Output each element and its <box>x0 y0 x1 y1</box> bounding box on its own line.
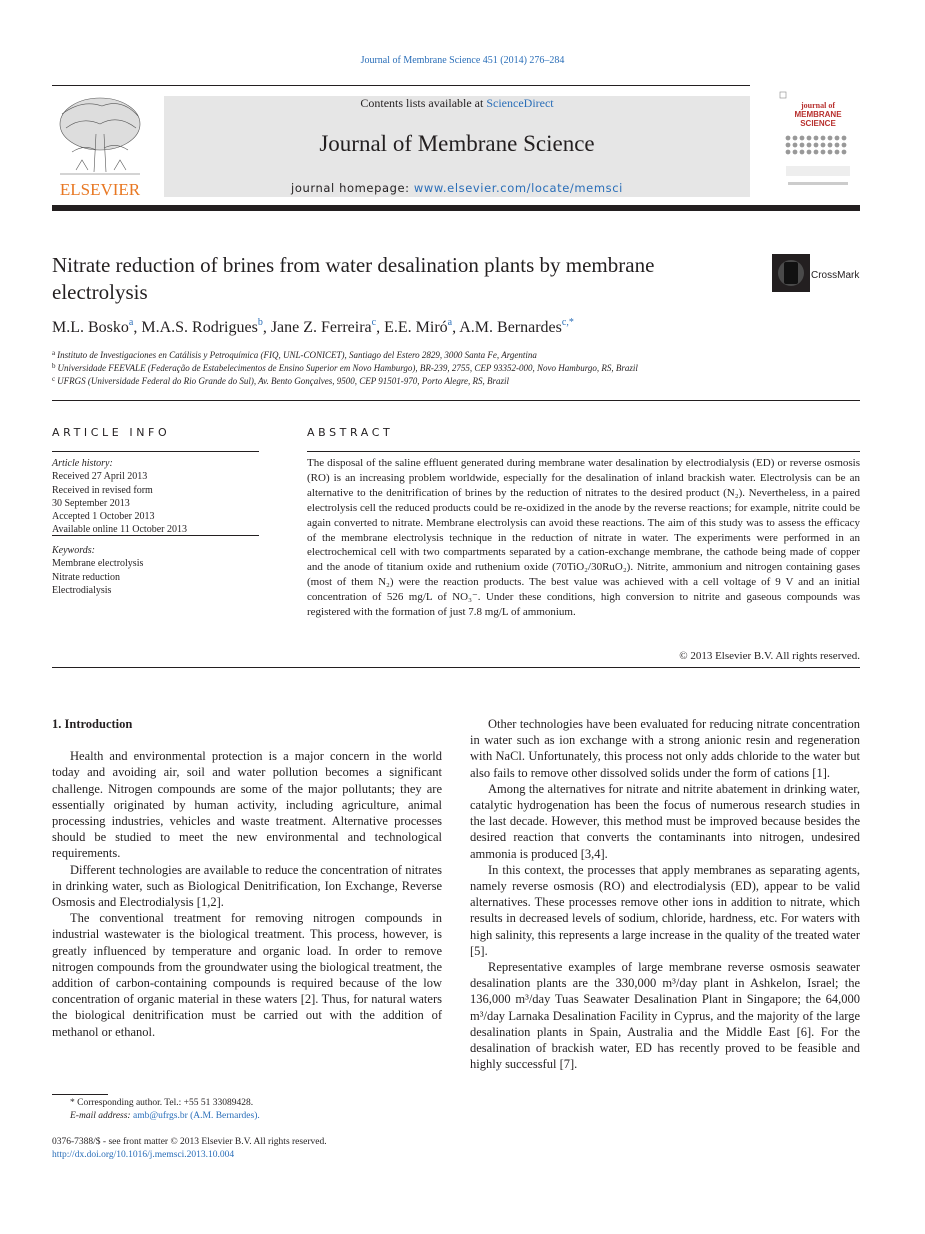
article-title: Nitrate reduction of brines from water desalination plants by membrane electrolysis <box>52 253 655 304</box>
homepage-link[interactable]: www.elsevier.com/locate/memsci <box>413 181 623 195</box>
author-name[interactable]: E.E. Miró <box>384 319 448 336</box>
footnote-rule <box>52 1094 108 1095</box>
affiliation: $^c$ UFRGS (Universidade Federal do Rio Grande do Sul), Av. Bento Gonçalves, 9500, CEP 91501-970, Porto Alegre, RS, Brazil <box>52 375 510 386</box>
keyword-item: Membrane electrolysis <box>52 558 144 570</box>
crossmark-badge[interactable] <box>772 254 862 292</box>
keyword-item: Nitrate reduction <box>52 571 121 583</box>
sciencedirect-link[interactable]: ScienceDirect <box>486 96 554 110</box>
elsevier-logo[interactable] <box>52 94 148 198</box>
abstract-rule <box>307 451 860 452</box>
body-paragraph: Among the alternatives for nitrate and nitrite abatement in drinking water, catalytic hydrogenation has been the focus of numerous research studies in the last decade. However, this method must be improved because besides the desired reaction that converts the contaminants into nitrogen, undesired ammonia is produced [3,4]. <box>470 781 860 861</box>
affiliation: $^b$ Universidade FEEVALE (Federação de Estabelecimentos de Ensino Superior em Novo Hamburgo), BR-239, 2755, CEP 93352-000, Novo Hamburgo, RS, Brazil <box>52 362 638 373</box>
top-rule <box>52 85 750 86</box>
affiliation: $^a$ Instituto de Investigaciones en Catálisis y Petroquímica (FIQ, UNL-CONICET), Santiago del Estero 2829, 3000 Santa Fe, Argentina <box>52 349 537 360</box>
contents-line <box>164 96 750 111</box>
author-name[interactable]: M.A.S. Rodrigues <box>141 319 258 336</box>
publisher-logo-text: ELSEVIER <box>59 180 141 198</box>
author-name[interactable]: M.L. Bosko <box>52 319 129 336</box>
author-affiliation-marker[interactable]: c,* <box>561 317 574 328</box>
issn-line: 0376-7388/$ - see front matter © 2013 Elsevier B.V. All rights reserved. <box>52 1137 327 1147</box>
contents-prefix: Contents lists available at <box>360 96 487 110</box>
author-affiliation-marker[interactable]: a <box>128 317 134 328</box>
author-list: M.L. Bosko$^a$, M.A.S. Rodrigues$^b$, Jane Z. Ferreira$^c$, E.E. Miró$^a$, A.M. Bernardes$^{c,*}$ <box>52 317 574 336</box>
homepage-line <box>164 181 750 195</box>
history-item: Received in revised form <box>52 484 153 496</box>
keywords-label: Keywords: <box>52 545 95 556</box>
email-link[interactable]: amb@ufrgs.br (A.M. Bernardes). <box>132 1111 260 1121</box>
tree-icon <box>52 94 148 198</box>
corresponding-author-note: * Corresponding author. Tel.: +55 51 33089428. <box>70 1098 254 1108</box>
journal-reference[interactable]: Journal of Membrane Science 451 (2014) 276–284 <box>360 55 565 66</box>
body-paragraph: Other technologies have been evaluated for reducing nitrate concentration in water such as ion exchange with a strong anionic resin and regeneration with NaCl. Unfortunately, this process not only adds chloride to the water but also fails to remove other dissolved solids under the form of cations [1]. <box>470 717 860 780</box>
svg-text:journal of: journal of <box>801 101 835 110</box>
author-affiliation-marker[interactable]: b <box>257 317 263 328</box>
history-item: Received 27 April 2013 <box>52 471 148 483</box>
svg-text:MEMBRANE: MEMBRANE <box>794 110 842 119</box>
keywords <box>52 544 143 597</box>
copyright-line: © 2013 Elsevier B.V. All rights reserved. <box>679 650 860 662</box>
history-label: Article history: <box>52 458 113 469</box>
svg-text:SCIENCE: SCIENCE <box>800 119 836 128</box>
abstract-heading: ABSTRACT <box>307 426 394 439</box>
body-left-column <box>52 716 442 1040</box>
email-label: E-mail address: <box>70 1111 133 1121</box>
crossmark-label: CrossMark <box>811 270 860 281</box>
info-rule <box>52 535 259 536</box>
issn-block <box>52 1136 327 1162</box>
abstract-end-rule <box>52 667 860 668</box>
history-item: 30 September 2013 <box>52 497 130 509</box>
body-paragraph: In this context, the processes that apply membranes as separating agents, namely reverse osmosis (RO) and electrodialysis (ED), appear to be valid alternatives. These processes remove other ions in addition to nitrate, which results in decreased levels of sodium, chloride, hardness, etc. For waters with high salinity, this represents a large increase in the quality of the treated water [5]. <box>470 862 860 958</box>
body-paragraph: Health and environmental protection is a major concern in the world today and avoiding air, soil and water pollution becomes a significant challenge. Nitrogen compounds are some of the major pollutants; they are essentially originated by human activity, including agriculture, animal processing industries, vehicles and waste treatment. Alternative processes should be studied to meet the new environmental and technological requirements. <box>52 749 442 861</box>
article-info-heading: ARTICLE INFO <box>52 426 171 439</box>
author-name[interactable]: A.M. Bernardes <box>459 319 562 336</box>
keyword-item: Electrodialysis <box>52 584 112 596</box>
title-divider <box>52 400 860 401</box>
article-history <box>52 457 187 537</box>
section-heading: 1. Introduction <box>52 717 133 731</box>
info-rule <box>52 451 259 452</box>
journal-title: Journal of Membrane Science <box>319 131 595 156</box>
doi-link[interactable]: http://dx.doi.org/10.1016/j.memsci.2013.10.004 <box>52 1150 235 1160</box>
body-paragraph: Representative examples of large membrane reverse osmosis seawater desalination plants are the 330,000 m³/day plant in Ashkelon, Israel; the 136,000 m³/day Tuas Seawater Desalination Plant in Singapore; the 64,000 m³/day Larnaka Desalination Facility in Cyprus, and the majority of the large desalination plants in Spain, Australia and the Middle East [6]. For the desalination of brackish water, ED has recently proved to be feasible and highly successful [7]. <box>470 960 860 1072</box>
abstract-text: The disposal of the saline effluent generated during membrane water desalination by electrodialysis (ED) or reverse osmosis (RO) is an increasing problem worldwide, especially for the desalination of inland brackish water. Electrolysis can be an alternative to the denitrification of brines by the reduction of nitrates to the desired product (N₂). Nevertheless, in a paired electrolysis cell the reduced products could be re-oxidized in the anode by the reverse reactions; for example, nitrite could be again converted to nitrate. Membrane electrolysis can avoid these reactions. The aim of this study was to assess the efficacy of the membrane electrolysis technique in the reduction of nitrate in water. The experiments were performed in an electrochemical cell with two compartments separated by a cation-exchange membrane, the cathode being made of copper and the anode of titanium oxide and ruthenium oxide (70TiO₂/30RuO₂). Nitrite, ammonium and nitrogen containing gases (most of them N₂) were the reaction products. The best value was achieved with a cell voltage of 9 V and an initial concentration of 526 mg/L of NO₃⁻. Under these conditions, high conversion to nitrite and gaseous compounds was registered with the formation of just 7.8 mg/L of ammonium. <box>307 457 860 619</box>
journal-cover-thumbnail[interactable] <box>778 90 858 194</box>
cover-image-icon <box>778 90 858 194</box>
author-name[interactable]: Jane Z. Ferreira <box>270 319 372 336</box>
email-line <box>52 1110 260 1123</box>
body-right-column <box>470 716 860 1072</box>
body-paragraph: The conventional treatment for removing nitrogen compounds in industrial wastewater is the biological treatment. This process, however, is greatly influenced by temperature and organic load. In order to remove nitrogen compounds from the groundwater using the biological treatment, the addition of carbon-containing compounds is required because of the low concentration of organic material in these waters [2]. Thus, for natural waters the biological denitrification must be carried out with the addition of methanol or ethanol. <box>52 911 442 1039</box>
author-affiliation-marker[interactable]: a <box>447 317 453 328</box>
author-affiliation-marker[interactable]: c <box>371 317 377 328</box>
history-item: Available online 11 October 2013 <box>52 524 187 536</box>
header-divider <box>52 205 860 211</box>
body-paragraph: Different technologies are available to reduce the concentration of nitrates in drinking water, such as Biological Denitrification, Ion Exchange, Reverse Osmosis and Electrodialysis [1,2]. <box>52 862 442 910</box>
history-item: Accepted 1 October 2013 <box>52 511 155 523</box>
homepage-prefix: journal homepage: <box>291 181 414 195</box>
footnote <box>52 1097 260 1123</box>
